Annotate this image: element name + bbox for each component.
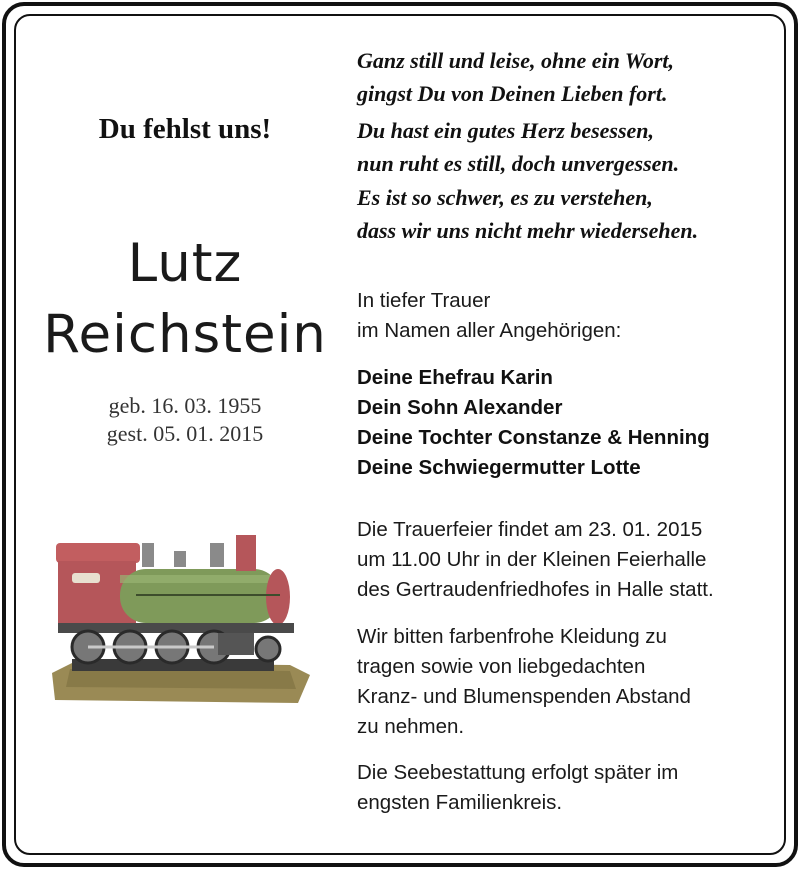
sea-burial-line: engsten Familienkreis. [357, 791, 563, 814]
family-member: Deine Tochter Constanze & Henning [357, 426, 710, 449]
poem-line: Ganz still und leise, ohne ein Wort, [357, 48, 675, 73]
mourning-line: In tiefer Trauer [357, 289, 491, 312]
ceremony-line: um 11.00 Uhr in der Kleinen Feierhalle [357, 548, 707, 571]
request-line: Wir bitten farbenfrohe Kleidung zu [357, 625, 667, 648]
cab-plate [72, 573, 100, 583]
request-line: Kranz- und Blumenspenden Abstand [357, 685, 691, 708]
family-member: Deine Schwiegermutter Lotte [357, 456, 641, 479]
ceremony-notice [357, 515, 787, 605]
poem-line: nun ruht es still, doch unvergessen. [357, 151, 680, 176]
dome-2 [174, 551, 186, 567]
sea-burial-line: Die Seebestattung erfolgt später im [357, 761, 679, 784]
poem-stanza-1 [357, 44, 787, 110]
poem-stanza-2 [357, 114, 787, 180]
wheel-5 [256, 637, 280, 661]
dress-request [357, 622, 787, 742]
steam-locomotive-icon [50, 525, 315, 705]
dome-1 [142, 543, 154, 567]
birth-date: geb. 16. 03. 1955 [108, 393, 262, 418]
family-member: Dein Sohn Alexander [357, 396, 563, 419]
chimney [236, 535, 256, 571]
request-line: zu nehmen. [357, 715, 465, 738]
sea-burial-notice [357, 758, 787, 818]
cylinder [218, 633, 254, 655]
dome-3 [210, 543, 224, 567]
cab-roof [56, 543, 140, 563]
missing-you-heading: Du fehlst uns! [98, 113, 272, 145]
mourning-line: im Namen aller Angehörigen: [357, 319, 622, 342]
life-dates [20, 392, 350, 448]
family-list [357, 363, 787, 483]
mourning-statement [357, 286, 787, 346]
request-line: tragen sowie von liebgedachten [357, 655, 646, 678]
poem-line: Du hast ein gutes Herz besessen, [357, 118, 655, 143]
first-name: Lutz [127, 233, 243, 294]
last-name: Reichstein [43, 304, 327, 365]
train-base-shadow [66, 669, 296, 689]
ceremony-line: des Gertraudenfriedhofes in Halle statt. [357, 578, 714, 601]
smokebox-door [266, 569, 290, 625]
boiler-highlight [120, 575, 280, 583]
ceremony-line: Die Trauerfeier findet am 23. 01. 2015 [357, 518, 703, 541]
death-date: gest. 05. 01. 2015 [106, 421, 264, 446]
poem-line: gingst Du von Deinen Lieben fort. [357, 81, 668, 106]
poem-line: Es ist so schwer, es zu verstehen, [357, 185, 653, 210]
poem-line: dass wir uns nicht mehr wiedersehen. [357, 218, 699, 243]
family-member: Deine Ehefrau Karin [357, 366, 553, 389]
poem-stanza-3 [357, 181, 787, 247]
